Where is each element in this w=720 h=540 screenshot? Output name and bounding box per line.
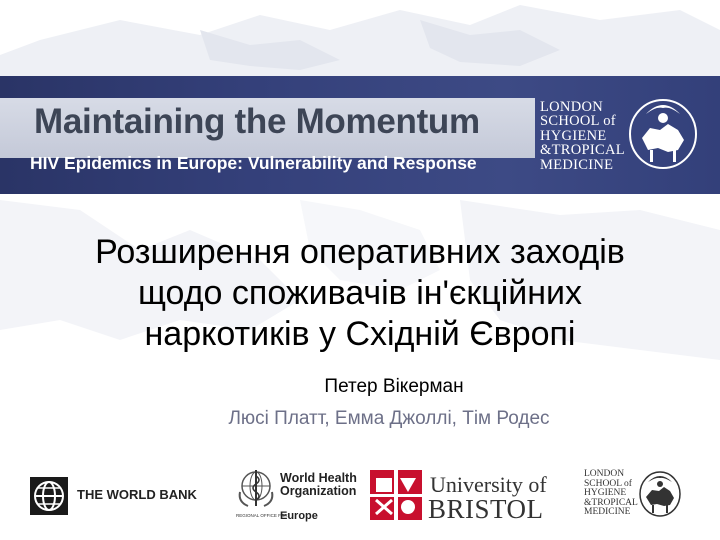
lshtm-footer-line: HYGIENE [584, 488, 627, 499]
who-line: Organization [280, 484, 357, 498]
lshtm-footer-line: LONDON [584, 469, 625, 479]
bristol-crest-icon [370, 470, 422, 520]
slide-title [0, 232, 720, 355]
bristol-name-label: BRISTOL [428, 494, 544, 524]
partner-logos [0, 458, 720, 540]
lshtm-line: LONDON [540, 99, 604, 115]
world-bank-globe-icon [30, 477, 68, 515]
who-logo [236, 464, 366, 526]
lshtm-footer-line: &TROPICAL [584, 497, 638, 508]
bristol-university-label: University of [430, 472, 547, 497]
title-line: Розширення оперативних заходів [95, 233, 625, 271]
world-bank-logo [30, 474, 200, 518]
author-name: Петер Вікерман [324, 376, 464, 397]
lshtm-footer-text [584, 470, 638, 518]
title-line: щодо споживачів ін'єкційних [137, 274, 583, 312]
lshtm-line: MEDICINE [540, 156, 614, 173]
bristol-logo [370, 466, 550, 522]
lshtm-footer-crest-icon [638, 468, 682, 518]
lshtm-logo [540, 100, 720, 180]
lshtm-crest-icon [628, 94, 698, 170]
title-line: наркотиків у Східній Європі [144, 315, 576, 353]
banner-subtitle: HIV Epidemics in Europe: Vulnerability and Response [30, 153, 477, 173]
lshtm-footer-line: SCHOOL of [584, 478, 632, 489]
banner-title: Maintaining the Momentum [34, 102, 480, 141]
lshtm-line: SCHOOL of [540, 113, 616, 130]
coauthor-names: Люсі Платт, Емма Джоллі, Тім Родес [228, 408, 550, 429]
lshtm-footer-line: MEDICINE [584, 507, 631, 518]
who-emblem-icon [236, 466, 276, 510]
lshtm-line: &TROPICAL [540, 142, 625, 159]
lshtm-line: HYGIENE [540, 127, 607, 144]
world-bank-label: THE WORLD BANK [77, 487, 197, 502]
who-region-label: REGIONAL OFFICE FOR [236, 513, 288, 518]
who-europe-label: Europe [280, 510, 318, 522]
who-name [280, 472, 357, 498]
lshtm-logo-text [540, 100, 625, 172]
who-line: World Health [280, 471, 357, 485]
lshtm-footer-logo [584, 470, 694, 526]
